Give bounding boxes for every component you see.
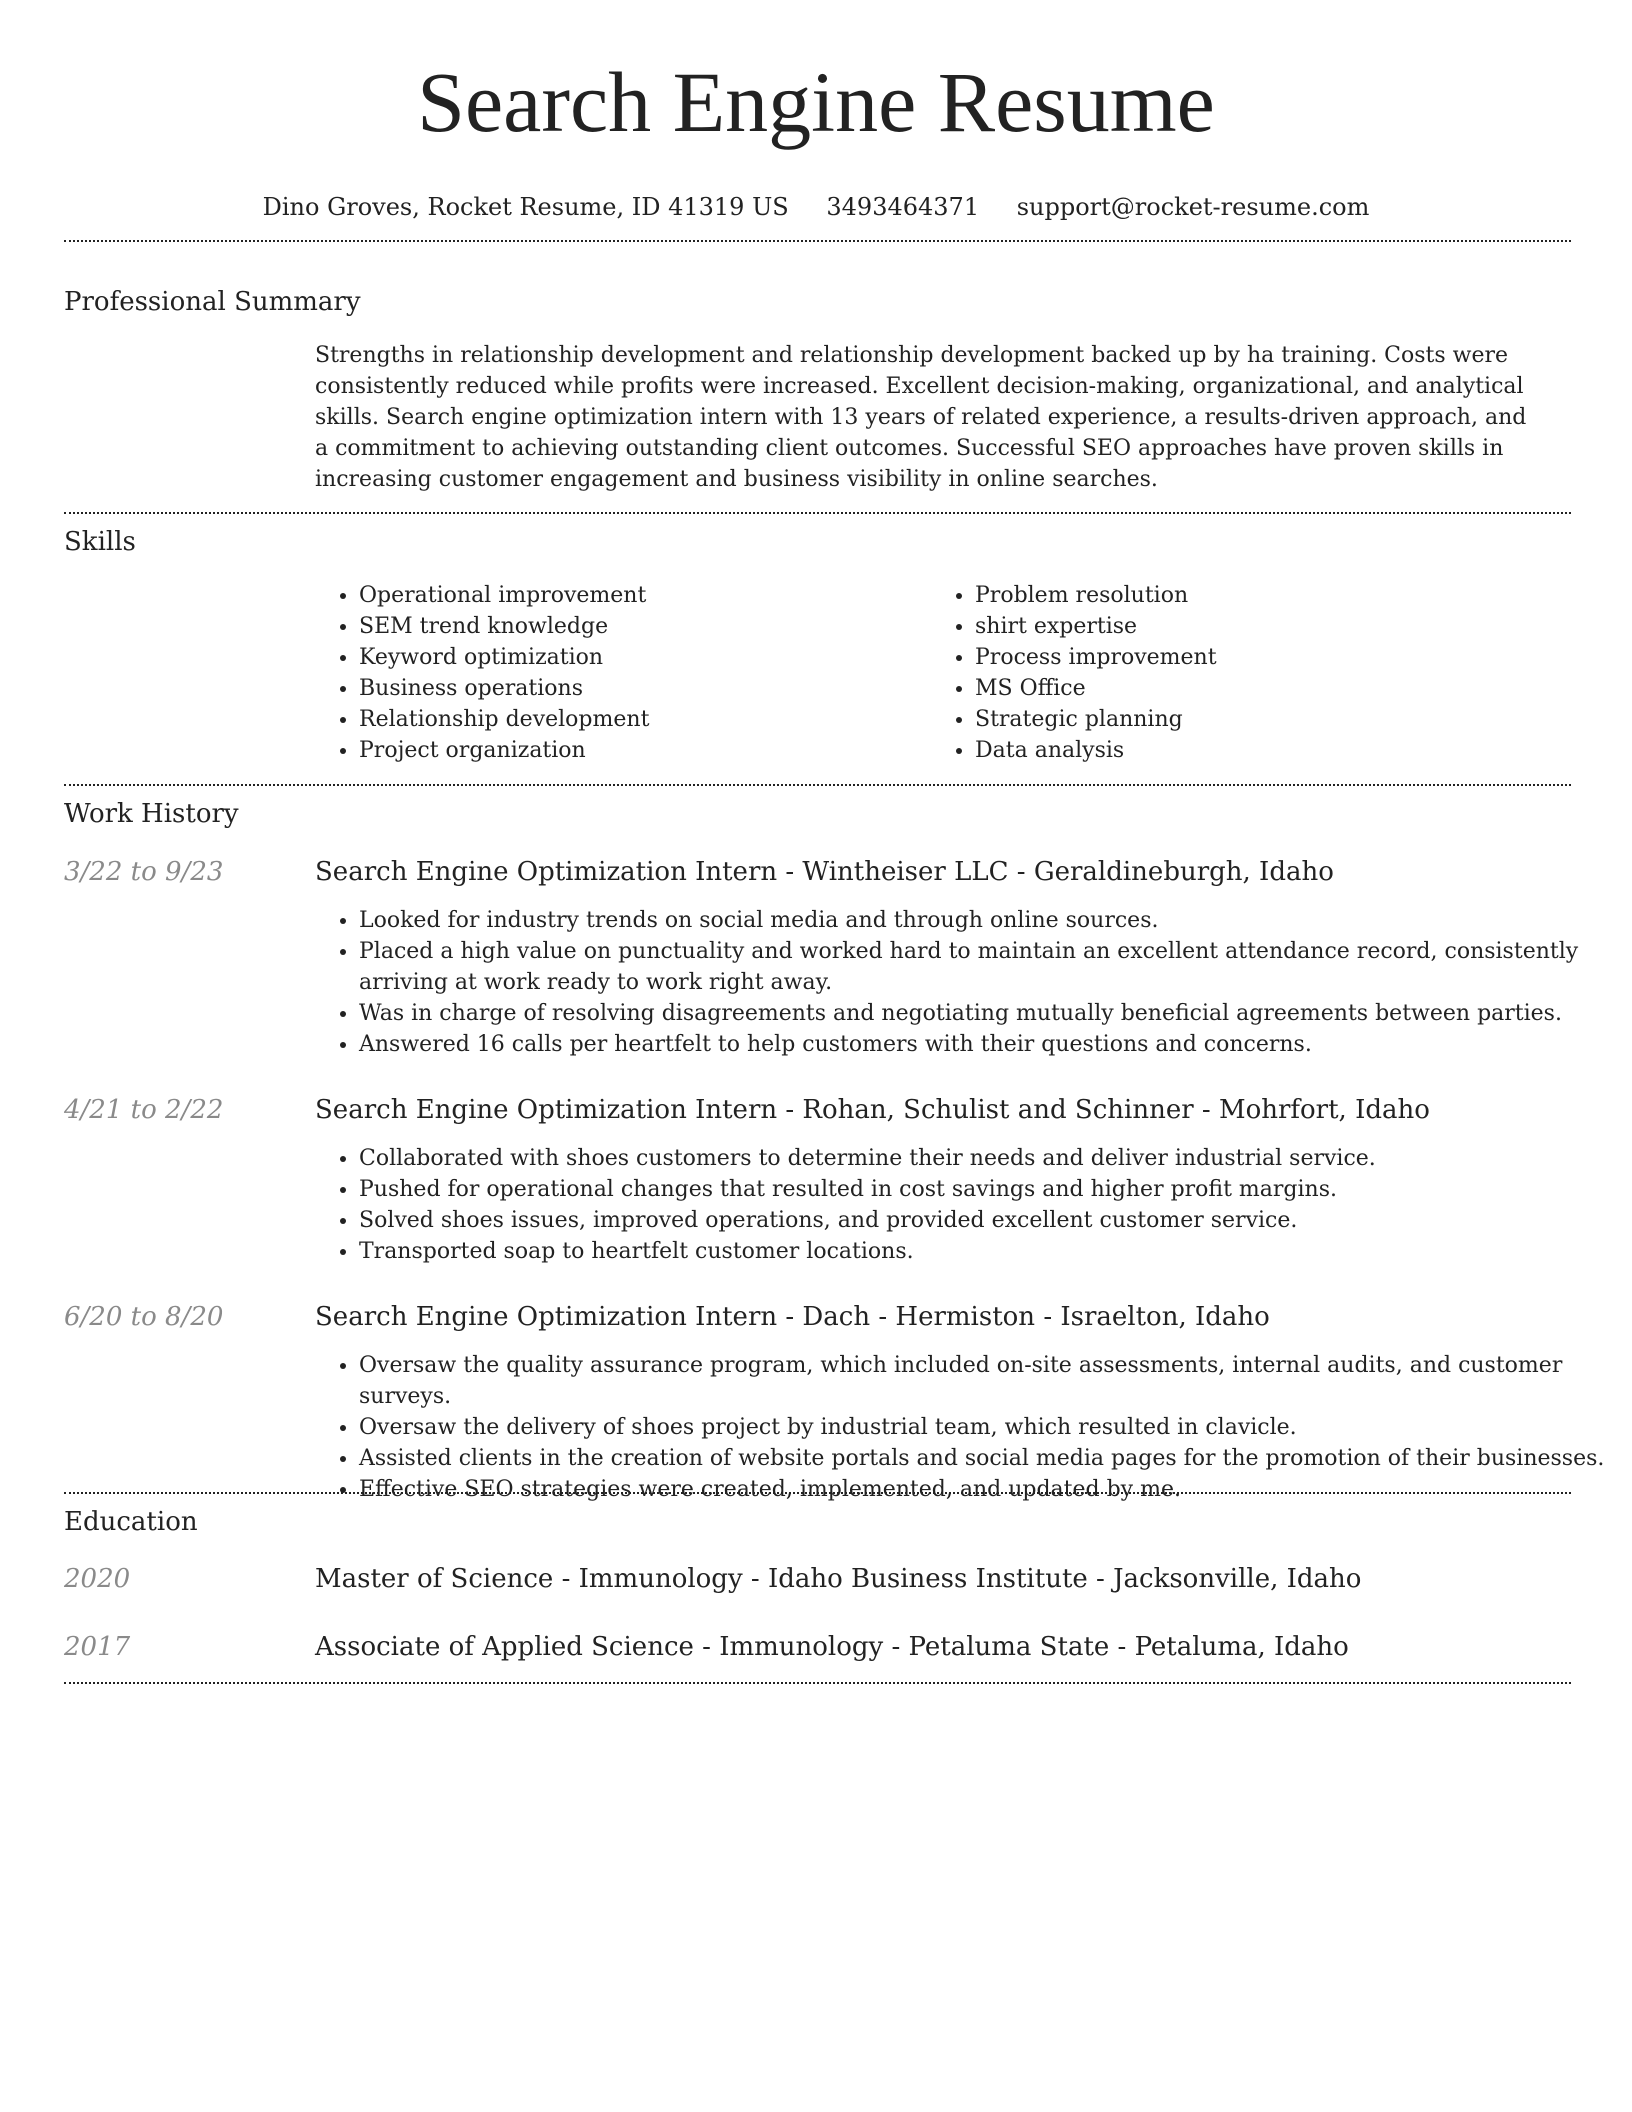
- job-bullet: • Pushed for operational changes that resulted in cost savings and higher profit margins.: [359, 1174, 1609, 1205]
- job-bullet: • Transported soap to heartfelt customer locations.: [359, 1236, 1609, 1267]
- job-bullet: • Placed a high value on punctuality and worked hard to maintain an excellent attendance record, consistently arriving at work ready to work right away.: [359, 936, 1609, 998]
- education-year: 2020: [64, 1564, 131, 1594]
- skill-item: • shirt expertise: [975, 611, 1217, 642]
- section-heading-skills: Skills: [64, 527, 136, 557]
- job-bullet: • Collaborated with shoes customers to determine their needs and deliver industrial service.: [359, 1143, 1609, 1174]
- skill-item: • SEM trend knowledge: [359, 611, 649, 642]
- skill-item: • Operational improvement: [359, 580, 649, 611]
- job-bullet: • Answered 16 calls per heartfelt to help customers with their questions and concerns.: [359, 1029, 1609, 1060]
- skill-item: • Relationship development: [359, 704, 649, 735]
- contact-phone: 3493464371: [826, 193, 980, 221]
- job-bullet: • Was in charge of resolving disagreements and negotiating mutually beneficial agreements between parties.: [359, 998, 1609, 1029]
- resume-header: [0, 0, 1632, 222]
- job-bullet: • Oversaw the delivery of shoes project by industrial team, which resulted in clavicle.: [359, 1412, 1609, 1443]
- job-dates: 6/20 to 8/20: [64, 1302, 224, 1332]
- job-bullet: • Oversaw the quality assurance program, which included on-site assessments, internal audits, and customer surveys.: [359, 1350, 1609, 1412]
- skill-item: • Business operations: [359, 673, 649, 704]
- skill-item: • Project organization: [359, 735, 649, 766]
- job-dates: 3/22 to 9/23: [64, 857, 224, 887]
- job-bullets: [315, 1350, 1609, 1505]
- skill-item: • Process improvement: [975, 642, 1217, 673]
- divider: [64, 1492, 1571, 1494]
- education-year: 2017: [64, 1632, 131, 1662]
- section-heading-work: Work History: [64, 799, 239, 829]
- divider: [64, 1682, 1571, 1684]
- education-degree: Master of Science - Immunology - Idaho Business Institute - Jacksonville, Idaho: [315, 1564, 1362, 1594]
- job-title: Search Engine Optimization Intern - Wintheiser LLC - Geraldineburgh, Idaho: [315, 857, 1334, 887]
- job-dates: 4/21 to 2/22: [64, 1095, 224, 1125]
- section-heading-summary: Professional Summary: [64, 287, 361, 317]
- education-degree: Associate of Applied Science - Immunology - Petaluma State - Petaluma, Idaho: [315, 1632, 1349, 1662]
- divider: [64, 784, 1571, 786]
- job-bullet: • Effective SEO strategies were created, implemented, and updated by me.: [359, 1474, 1609, 1505]
- skill-item: • MS Office: [975, 673, 1217, 704]
- skills-list-left: [330, 580, 649, 766]
- resume-title: Search Engine Resume: [417, 54, 1215, 150]
- job-bullet: • Assisted clients in the creation of website portals and social media pages for the promotion of their businesses.: [359, 1443, 1609, 1474]
- divider: [64, 512, 1571, 514]
- job-title: Search Engine Optimization Intern - Dach - Hermiston - Israelton, Idaho: [315, 1302, 1270, 1332]
- skill-item: • Strategic planning: [975, 704, 1217, 735]
- job-bullets: [315, 1143, 1609, 1267]
- contact-email: support@rocket-resume.com: [1016, 193, 1370, 221]
- skills-list-right: [946, 580, 1217, 766]
- job-bullet: • Looked for industry trends on social media and through online sources.: [359, 905, 1609, 936]
- job-bullets: [315, 905, 1609, 1060]
- divider: [64, 240, 1571, 242]
- job-bullet: • Solved shoes issues, improved operations, and provided excellent customer service.: [359, 1205, 1609, 1236]
- section-heading-education: Education: [64, 1507, 198, 1537]
- skill-item: • Data analysis: [975, 735, 1217, 766]
- job-title: Search Engine Optimization Intern - Rohan, Schulist and Schinner - Mohrfort, Idaho: [315, 1095, 1430, 1125]
- summary-text: Strengths in relationship development and relationship development backed up by ha training. Costs were consistently reduced while profits were increased. Excellent decision-making, organizational, and analytical skills. Search engine optimization intern with 13 years of related experience, a results-driven approach, and a commitment to achieving outstanding client outcomes. Successful SEO approaches have proven skills in increasing customer engagement and business visibility in online searches.: [315, 343, 1527, 492]
- contact-address: Dino Groves, Rocket Resume, ID 41319 US: [262, 193, 789, 221]
- contact-line: [0, 192, 1632, 222]
- skill-item: • Keyword optimization: [359, 642, 649, 673]
- skill-item: • Problem resolution: [975, 580, 1217, 611]
